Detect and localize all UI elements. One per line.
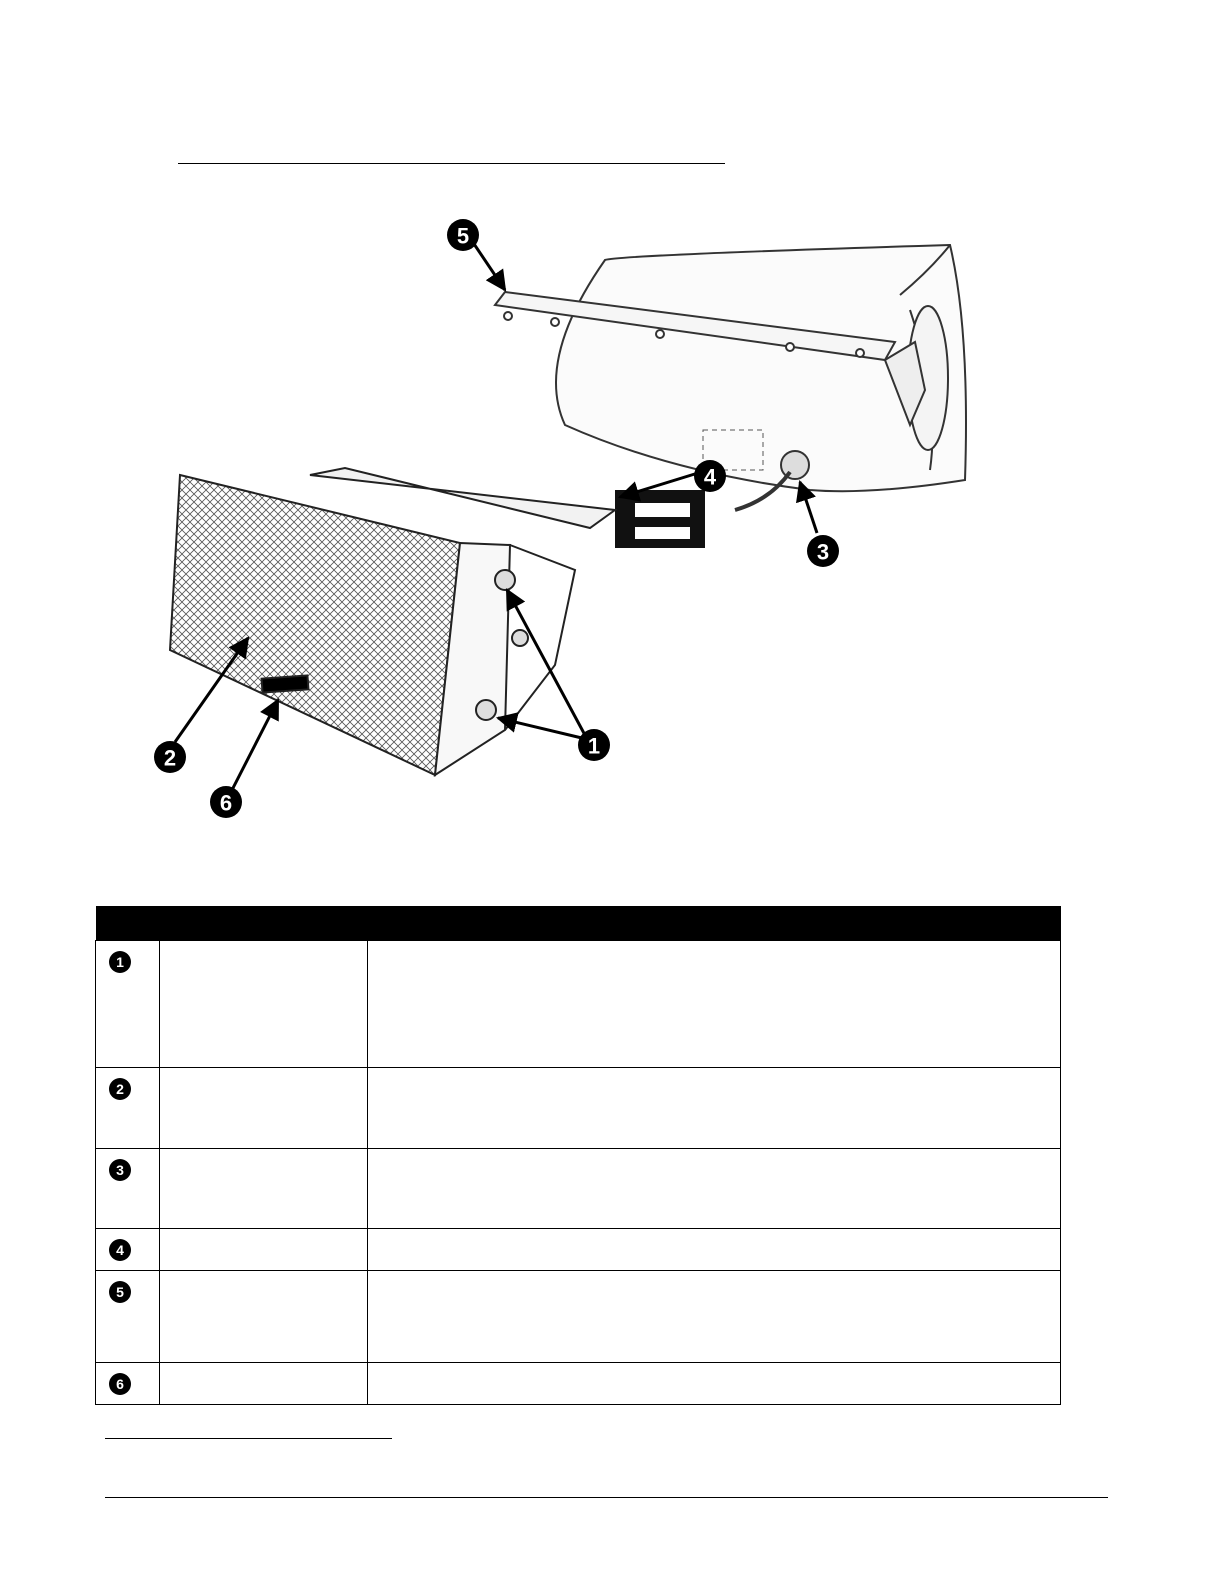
row-number-cell	[96, 1271, 160, 1363]
title-underline	[178, 163, 725, 164]
parts-table	[95, 906, 1061, 1405]
row-name-cell	[160, 941, 368, 1068]
svg-text:1: 1	[587, 733, 601, 759]
callout-1-badge	[578, 729, 610, 761]
row-number-badge: 4	[109, 1239, 131, 1261]
row-number-badge: 1	[109, 951, 131, 973]
row-name-cell	[160, 1149, 368, 1229]
row-description-cell	[368, 1068, 1061, 1149]
svg-text:4: 4	[703, 464, 717, 490]
row-name-cell	[160, 1363, 368, 1405]
speaker-illustration	[150, 210, 980, 830]
row-description-cell	[368, 1149, 1061, 1229]
table-header-row	[96, 906, 1061, 941]
row-number-cell	[96, 1229, 160, 1271]
row-number-cell	[96, 941, 160, 1068]
row-number-cell	[96, 1068, 160, 1149]
row-description-cell	[368, 1229, 1061, 1271]
svg-text:2: 2	[163, 745, 177, 771]
row-number-badge: 3	[109, 1159, 131, 1181]
callout-3-badge	[807, 535, 839, 567]
row-number-badge: 6	[109, 1373, 131, 1395]
row-number-cell	[96, 1149, 160, 1229]
svg-text:5: 5	[456, 223, 470, 249]
table-row	[96, 1271, 1061, 1363]
table-header-cell	[368, 906, 1061, 941]
svg-text:3: 3	[816, 539, 830, 565]
table-row	[96, 1068, 1061, 1149]
row-name-cell	[160, 1068, 368, 1149]
row-number-cell	[96, 1363, 160, 1405]
svg-text:6: 6	[219, 790, 233, 816]
row-description-cell	[368, 1363, 1061, 1405]
footer-rule	[105, 1497, 1108, 1498]
callout-2-badge	[154, 741, 186, 773]
row-name-cell	[160, 1229, 368, 1271]
table-row	[96, 1229, 1061, 1271]
table-header-cell	[160, 906, 368, 941]
row-description-cell	[368, 1271, 1061, 1363]
footnote-rule	[105, 1438, 392, 1439]
row-number-badge: 5	[109, 1281, 131, 1303]
table-row	[96, 1149, 1061, 1229]
row-name-cell	[160, 1271, 368, 1363]
table-row	[96, 941, 1061, 1068]
row-description-cell	[368, 941, 1061, 1068]
table-header-cell	[96, 906, 160, 941]
row-number-badge: 2	[109, 1078, 131, 1100]
callout-4-badge	[694, 460, 726, 492]
table-row	[96, 1363, 1061, 1405]
callout-5-badge	[447, 219, 479, 251]
callout-6-badge	[210, 786, 242, 818]
